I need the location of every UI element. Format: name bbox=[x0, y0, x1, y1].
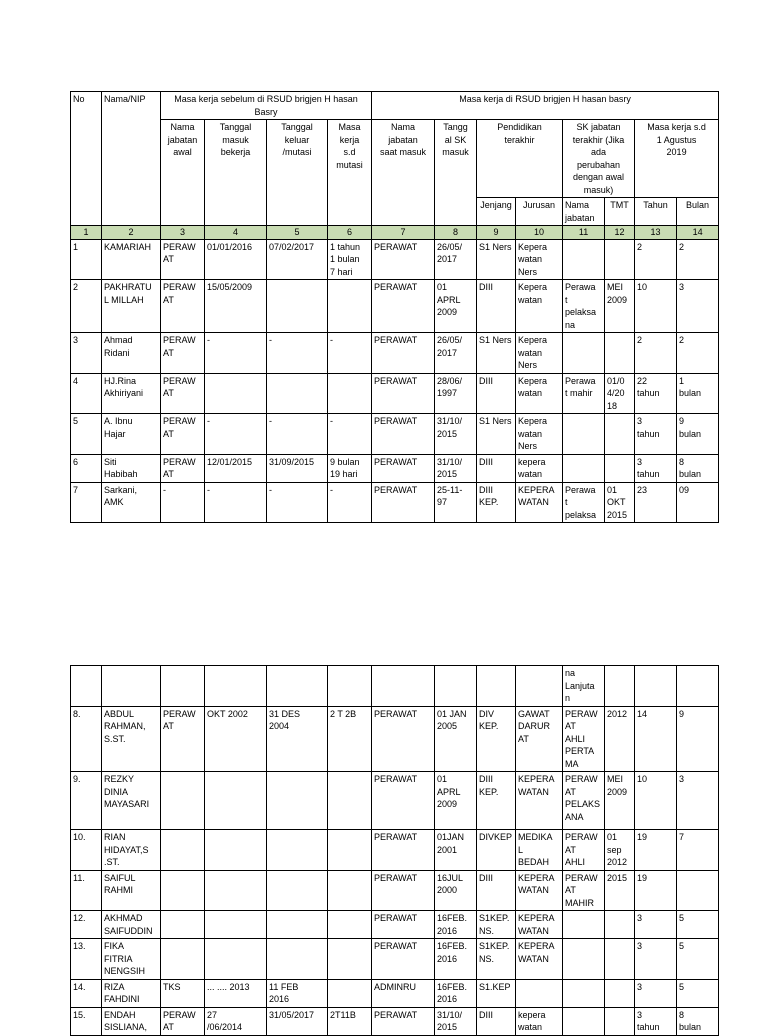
header-nama-jabatan-saat: Nama jabatan saat masuk bbox=[372, 120, 435, 226]
header-bulan: Bulan bbox=[677, 198, 719, 226]
table-row bbox=[71, 333, 719, 374]
table-cell: 12/01/2015 bbox=[205, 454, 267, 482]
table-cell bbox=[605, 333, 635, 374]
table-cell: 01JAN 2001 bbox=[435, 830, 477, 871]
table-cell bbox=[267, 911, 328, 939]
table-cell: 2 T 2B bbox=[328, 706, 372, 772]
table-row bbox=[71, 280, 719, 333]
table-cell: KEPERA WATAN bbox=[516, 772, 563, 830]
table-cell: PERAW AT bbox=[161, 333, 205, 374]
table-cell: - bbox=[267, 482, 328, 523]
table-cell: S1 Ners bbox=[477, 414, 516, 455]
table-cell: 10 bbox=[635, 280, 677, 333]
table-cell bbox=[328, 830, 372, 871]
table-cell bbox=[205, 939, 267, 980]
header-nama-nip: Nama/NIP bbox=[102, 92, 161, 226]
header-tanggal-sk: Tangg al SK masuk bbox=[435, 120, 477, 226]
table-cell: TKS bbox=[161, 979, 205, 1007]
table-cell: 2 bbox=[677, 239, 719, 280]
table-cell: 13. bbox=[71, 939, 102, 980]
header-group-before: Masa kerja sebelum di RSUD brigjen H hasan Basry bbox=[161, 92, 372, 120]
table-cell: 16FEB. 2016 bbox=[435, 939, 477, 980]
table-cell: REZKY DINIA MAYASARI bbox=[102, 772, 161, 830]
table-row bbox=[71, 870, 719, 911]
table-cell: 3 bbox=[635, 939, 677, 980]
table-cell bbox=[267, 830, 328, 871]
table-cell: 19 bbox=[635, 830, 677, 871]
table-cell: PERAW AT bbox=[161, 706, 205, 772]
header-no: No bbox=[71, 92, 102, 226]
header-jenjang: Jenjang bbox=[477, 198, 516, 226]
table-cell: 27 /06/2014 bbox=[205, 1007, 267, 1035]
table-cell bbox=[328, 979, 372, 1007]
table-cell: 31/10/ 2015 bbox=[435, 414, 477, 455]
table-cell: ADMINRU bbox=[372, 979, 435, 1007]
table-cell: PERAWAT bbox=[372, 911, 435, 939]
table-cell bbox=[605, 939, 635, 980]
table-cell: 31/09/2015 bbox=[267, 454, 328, 482]
table-cell: GAWAT DARUR AT bbox=[516, 706, 563, 772]
table-cell bbox=[605, 666, 635, 707]
table-cell: Sarkani, AMK bbox=[102, 482, 161, 523]
table-cell: PAKHRATU L MILLAH bbox=[102, 280, 161, 333]
table-cell: 15. bbox=[71, 1007, 102, 1035]
table-cell: MEI 2009 bbox=[605, 772, 635, 830]
table-cell: 1 bulan bbox=[677, 373, 719, 414]
table-cell: Perawa t pelaksa na bbox=[563, 280, 605, 333]
table-cell: DIII KEP. bbox=[477, 772, 516, 830]
column-index-cell: 13 bbox=[635, 226, 677, 240]
table-cell: 3 bbox=[635, 979, 677, 1007]
table-cell: PERAWAT bbox=[372, 414, 435, 455]
column-index-cell: 2 bbox=[102, 226, 161, 240]
table-cell bbox=[635, 666, 677, 707]
table-cell bbox=[605, 1007, 635, 1035]
table-cell: 5 bbox=[71, 414, 102, 455]
column-index-cell: 5 bbox=[267, 226, 328, 240]
table-cell bbox=[161, 772, 205, 830]
table-cell: 31/05/2017 bbox=[267, 1007, 328, 1035]
table-cell: Kepera watan Ners bbox=[516, 333, 563, 374]
table-cell: PERAW AT PELAKS ANA bbox=[563, 772, 605, 830]
table-cell: - bbox=[205, 414, 267, 455]
table-cell: FIKA FITRIA NENGSIH bbox=[102, 939, 161, 980]
table-cell: 5 bbox=[677, 979, 719, 1007]
table-cell bbox=[328, 772, 372, 830]
table-cell: KEPERA WATAN bbox=[516, 939, 563, 980]
table-cell: 9 bulan bbox=[677, 414, 719, 455]
table-cell: PERAWAT bbox=[372, 939, 435, 980]
table-cell: 01/01/2016 bbox=[205, 239, 267, 280]
table-cell bbox=[205, 373, 267, 414]
table-cell: PERAW AT bbox=[161, 414, 205, 455]
table-cell: 2 bbox=[677, 333, 719, 374]
table-cell: 2015 bbox=[605, 870, 635, 911]
table-cell: 31/10/ 2015 bbox=[435, 1007, 477, 1035]
table-body-page-2 bbox=[71, 666, 719, 1036]
table-cell: Ahmad Ridani bbox=[102, 333, 161, 374]
table-cell: 1 tahun 1 bulan 7 hari bbox=[328, 239, 372, 280]
table-cell: 2 bbox=[71, 280, 102, 333]
table-cell bbox=[563, 939, 605, 980]
table-cell: 01 APRL 2009 bbox=[435, 280, 477, 333]
table-cell: Siti Habibah bbox=[102, 454, 161, 482]
table-cell: PERAWAT bbox=[372, 482, 435, 523]
table-cell: PERAWAT bbox=[372, 333, 435, 374]
table-cell: 01/0 4/20 18 bbox=[605, 373, 635, 414]
table-cell: PERAWAT bbox=[372, 706, 435, 772]
table-cell bbox=[605, 414, 635, 455]
table-cell: 8. bbox=[71, 706, 102, 772]
table-cell: DIII bbox=[477, 280, 516, 333]
table-cell bbox=[435, 666, 477, 707]
table-cell: AKHMAD SAIFUDDIN bbox=[102, 911, 161, 939]
table-cell: PERAWAT bbox=[372, 1007, 435, 1035]
table-cell: 7 bbox=[71, 482, 102, 523]
table-cell: 2 bbox=[635, 333, 677, 374]
table-cell bbox=[205, 911, 267, 939]
table-cell bbox=[328, 939, 372, 980]
table-cell: kepera watan bbox=[516, 454, 563, 482]
table-cell: MEDIKA L BEDAH bbox=[516, 830, 563, 871]
table-cell: Perawa t pelaksa bbox=[563, 482, 605, 523]
table-cell: 16FEB. 2016 bbox=[435, 911, 477, 939]
table-row bbox=[71, 830, 719, 871]
table-cell: - bbox=[328, 414, 372, 455]
table-row bbox=[71, 911, 719, 939]
table-cell bbox=[71, 666, 102, 707]
table-cell: 10. bbox=[71, 830, 102, 871]
table-cell: Kepera watan Ners bbox=[516, 414, 563, 455]
table-cell: 10 bbox=[635, 772, 677, 830]
table-cell: PERAW AT bbox=[161, 280, 205, 333]
table-cell: A. Ibnu Hajar bbox=[102, 414, 161, 455]
table-cell: Kepera watan bbox=[516, 280, 563, 333]
table-row bbox=[71, 482, 719, 523]
header-sk-jabatan: SK jabatan terakhir (Jika ada perubahan dengan awal masuk) bbox=[563, 120, 635, 198]
table-row bbox=[71, 706, 719, 772]
table-cell: - bbox=[267, 333, 328, 374]
table-cell: 12. bbox=[71, 911, 102, 939]
column-index-cell: 12 bbox=[605, 226, 635, 240]
table-cell: ABDUL RAHMAN, S.ST. bbox=[102, 706, 161, 772]
table-cell: 14. bbox=[71, 979, 102, 1007]
table-cell: 31/10/ 2015 bbox=[435, 454, 477, 482]
table-cell: 2T11B bbox=[328, 1007, 372, 1035]
table-cell: DIII KEP. bbox=[477, 482, 516, 523]
table-cell: HJ.Rina Akhiriyani bbox=[102, 373, 161, 414]
table-cell: 11. bbox=[71, 870, 102, 911]
header-nama-jabatan-awal: Nama jabatan awal bbox=[161, 120, 205, 226]
table-cell: PERAW AT bbox=[161, 1007, 205, 1035]
table-cell: 16FEB. 2016 bbox=[435, 979, 477, 1007]
table-cell: - bbox=[205, 482, 267, 523]
table-cell bbox=[267, 280, 328, 333]
table-cell: - bbox=[161, 482, 205, 523]
table-row bbox=[71, 239, 719, 280]
table-cell: - bbox=[205, 333, 267, 374]
table-cell: 31 DES 2004 bbox=[267, 706, 328, 772]
table-cell bbox=[563, 239, 605, 280]
table-cell: 3 bbox=[677, 772, 719, 830]
table-cell: PERAW AT AHLI PERTA MA bbox=[563, 706, 605, 772]
table-cell: OKT 2002 bbox=[205, 706, 267, 772]
staff-table-page-2 bbox=[70, 665, 719, 1036]
table-cell: na Lanjuta n bbox=[563, 666, 605, 707]
table-cell: 7 bbox=[677, 830, 719, 871]
column-index-cell: 9 bbox=[477, 226, 516, 240]
table-cell: 2012 bbox=[605, 706, 635, 772]
table-cell: KEPERA WATAN bbox=[516, 911, 563, 939]
table-cell bbox=[563, 979, 605, 1007]
table-cell: 4 bbox=[71, 373, 102, 414]
table-cell bbox=[563, 454, 605, 482]
table-cell: DIVKEP bbox=[477, 830, 516, 871]
table-cell: PERAWAT bbox=[372, 454, 435, 482]
table-cell bbox=[328, 280, 372, 333]
table-cell bbox=[563, 333, 605, 374]
table-cell: Perawa t mahir bbox=[563, 373, 605, 414]
table-cell: 3 bbox=[635, 911, 677, 939]
table-cell: 9 bulan 19 hari bbox=[328, 454, 372, 482]
header-tahun: Tahun bbox=[635, 198, 677, 226]
column-index-cell: 14 bbox=[677, 226, 719, 240]
header-nama-jabatan: Nama jabatan bbox=[563, 198, 605, 226]
header-jurusan: Jurusan bbox=[516, 198, 563, 226]
table-cell: DIV KEP. bbox=[477, 706, 516, 772]
table-cell: SAIFUL RAHMI bbox=[102, 870, 161, 911]
table-cell: PERAWAT bbox=[372, 870, 435, 911]
table-cell bbox=[605, 239, 635, 280]
table-cell: 3 bbox=[71, 333, 102, 374]
table-cell: PERAW AT AHLI bbox=[563, 830, 605, 871]
table-cell bbox=[267, 870, 328, 911]
table-cell: RIZA FAHDINI bbox=[102, 979, 161, 1007]
table-cell: 11 FEB 2016 bbox=[267, 979, 328, 1007]
table-cell: 26/05/ 2017 bbox=[435, 333, 477, 374]
table-cell bbox=[677, 666, 719, 707]
table-cell: 01 sep 2012 bbox=[605, 830, 635, 871]
table-cell: 16JUL 2000 bbox=[435, 870, 477, 911]
table-cell: S1.KEP bbox=[477, 979, 516, 1007]
table-cell: 8 bulan bbox=[677, 1007, 719, 1035]
table-cell: 1 bbox=[71, 239, 102, 280]
table-cell: PERAWAT bbox=[372, 772, 435, 830]
column-index-cell: 11 bbox=[563, 226, 605, 240]
column-index-cell: 4 bbox=[205, 226, 267, 240]
table-cell: 9. bbox=[71, 772, 102, 830]
table-cell bbox=[267, 666, 328, 707]
table-cell: 01 OKT 2015 bbox=[605, 482, 635, 523]
table-cell bbox=[516, 666, 563, 707]
table-cell bbox=[328, 373, 372, 414]
column-index-cell: 6 bbox=[328, 226, 372, 240]
staff-table-page-1 bbox=[70, 91, 719, 523]
table-cell: ENDAH SISLIANA, bbox=[102, 1007, 161, 1035]
table-cell: 01 JAN 2005 bbox=[435, 706, 477, 772]
table-cell: 3 bbox=[677, 280, 719, 333]
table-cell bbox=[161, 870, 205, 911]
table-cell bbox=[161, 911, 205, 939]
table-cell: 15/05/2009 bbox=[205, 280, 267, 333]
table-cell bbox=[372, 666, 435, 707]
table-cell: ... .... 2013 bbox=[205, 979, 267, 1007]
table-cell: S1KEP. NS. bbox=[477, 939, 516, 980]
table-cell: 3 tahun bbox=[635, 454, 677, 482]
table-cell bbox=[563, 414, 605, 455]
table-cell: 3 tahun bbox=[635, 414, 677, 455]
table-cell: Kepera watan Ners bbox=[516, 239, 563, 280]
table-cell: 07/02/2017 bbox=[267, 239, 328, 280]
table-cell: 6 bbox=[71, 454, 102, 482]
header-tmt: TMT bbox=[605, 198, 635, 226]
table-cell bbox=[563, 911, 605, 939]
table-cell: 25-11- 97 bbox=[435, 482, 477, 523]
table-cell: PERAW AT bbox=[161, 454, 205, 482]
table-cell: 28/06/ 1997 bbox=[435, 373, 477, 414]
table-row bbox=[71, 373, 719, 414]
column-index-cell: 7 bbox=[372, 226, 435, 240]
table-cell bbox=[605, 911, 635, 939]
table-cell bbox=[605, 979, 635, 1007]
table-cell: PERAWAT bbox=[372, 239, 435, 280]
table-cell: PERAWAT bbox=[372, 830, 435, 871]
table-cell: 8 bulan bbox=[677, 454, 719, 482]
table-row bbox=[71, 979, 719, 1007]
header-row-1 bbox=[71, 92, 719, 120]
table-body-page-1 bbox=[71, 239, 719, 523]
column-index-cell: 1 bbox=[71, 226, 102, 240]
table-cell: MEI 2009 bbox=[605, 280, 635, 333]
table-cell: 9 bbox=[677, 706, 719, 772]
table-cell bbox=[267, 373, 328, 414]
header-tanggal-keluar: Tanggal keluar /mutasi bbox=[267, 120, 328, 226]
table-cell: PERAW AT MAHIR bbox=[563, 870, 605, 911]
table-cell: kepera watan bbox=[516, 1007, 563, 1035]
table-cell bbox=[102, 666, 161, 707]
table-cell: - bbox=[267, 414, 328, 455]
table-cell: KEPERA WATAN bbox=[516, 870, 563, 911]
table-cell bbox=[267, 772, 328, 830]
table-cell bbox=[205, 830, 267, 871]
table-cell bbox=[328, 911, 372, 939]
table-cell bbox=[328, 666, 372, 707]
table-cell: Kepera watan bbox=[516, 373, 563, 414]
table-cell bbox=[161, 830, 205, 871]
column-index-cell: 10 bbox=[516, 226, 563, 240]
table-cell: 09 bbox=[677, 482, 719, 523]
table-row bbox=[71, 1007, 719, 1035]
table-cell bbox=[563, 1007, 605, 1035]
table-cell bbox=[205, 772, 267, 830]
table-cell bbox=[328, 870, 372, 911]
header-tanggal-masuk: Tanggal masuk bekerja bbox=[205, 120, 267, 226]
table-cell: 23 bbox=[635, 482, 677, 523]
table-cell: DIII bbox=[477, 1007, 516, 1035]
table-cell: - bbox=[328, 333, 372, 374]
table-cell: 5 bbox=[677, 939, 719, 980]
table-cell bbox=[205, 666, 267, 707]
column-index-row bbox=[71, 226, 719, 240]
table-cell: PERAWAT bbox=[372, 373, 435, 414]
table-cell bbox=[677, 870, 719, 911]
table-cell: PERAWAT bbox=[372, 280, 435, 333]
header-masa-kerja-sd: Masa kerja s.d 1 Agustus 2019 bbox=[635, 120, 719, 198]
header-masa-kerja-mutasi: Masa kerja s.d mutasi bbox=[328, 120, 372, 226]
table-row bbox=[71, 454, 719, 482]
table-row bbox=[71, 772, 719, 830]
table-cell: - bbox=[328, 482, 372, 523]
column-index-cell: 3 bbox=[161, 226, 205, 240]
table-cell: KAMARIAH bbox=[102, 239, 161, 280]
table-cell: DIII bbox=[477, 373, 516, 414]
table-cell: S1KEP. NS. bbox=[477, 911, 516, 939]
table-cell: PERAW AT bbox=[161, 373, 205, 414]
table-cell bbox=[477, 666, 516, 707]
table-cell: 26/05/ 2017 bbox=[435, 239, 477, 280]
table-cell: DIII bbox=[477, 454, 516, 482]
table-cell: 5 bbox=[677, 911, 719, 939]
table-cell: 19 bbox=[635, 870, 677, 911]
table-cell: S1 Ners bbox=[477, 333, 516, 374]
table-cell: KEPERA WATAN bbox=[516, 482, 563, 523]
table-cell bbox=[605, 454, 635, 482]
table-cell: 3 tahun bbox=[635, 1007, 677, 1035]
header-group-current: Masa kerja di RSUD brigjen H hasan basry bbox=[372, 92, 719, 120]
table-cell bbox=[267, 939, 328, 980]
table-row bbox=[71, 414, 719, 455]
table-cell: 14 bbox=[635, 706, 677, 772]
table-cell: RIAN HIDAYAT,S .ST. bbox=[102, 830, 161, 871]
table-cell bbox=[516, 979, 563, 1007]
table-cell: 01 APRL 2009 bbox=[435, 772, 477, 830]
table-cell: S1 Ners bbox=[477, 239, 516, 280]
table-cell: 22 tahun bbox=[635, 373, 677, 414]
table-row bbox=[71, 666, 719, 707]
table-cell: PERAW AT bbox=[161, 239, 205, 280]
header-pendidikan: Pendidikan terakhir bbox=[477, 120, 563, 198]
column-index-cell: 8 bbox=[435, 226, 477, 240]
table-row bbox=[71, 939, 719, 980]
table-cell bbox=[205, 870, 267, 911]
table-cell: 2 bbox=[635, 239, 677, 280]
table-cell: DIII bbox=[477, 870, 516, 911]
table-cell bbox=[161, 666, 205, 707]
header-row-2 bbox=[71, 120, 719, 198]
table-cell bbox=[161, 939, 205, 980]
